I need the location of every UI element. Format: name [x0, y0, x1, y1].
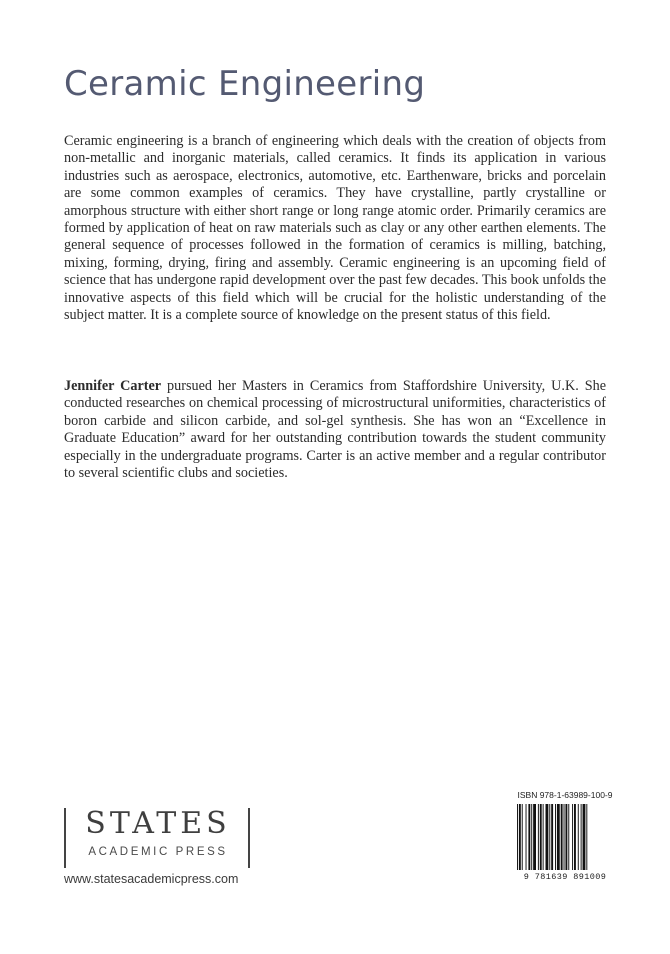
barcode-bar — [540, 804, 542, 870]
author-bio-text: pursued her Masters in Ceramics from Staffordshire University, U.K. She conducted researches on chemical processing of microstructural uniformities, characteristics of boron carbide and silicon carbide, and sol-gel synthesis. She has won an “Excellence in Graduate Education” award for her outstanding contribution towards the student community especially in the undergraduate programs. Carter is an active member and a regular contributor to several scientific clubs and societies. — [64, 378, 606, 482]
publisher-url: www.statesacademicpress.com — [64, 872, 239, 886]
barcode-bar — [568, 804, 569, 870]
barcode-bar — [583, 804, 586, 870]
isbn-block — [515, 790, 615, 882]
barcode-bar — [561, 804, 563, 870]
logo-right-bar — [248, 808, 250, 868]
barcode-bar — [517, 804, 518, 870]
book-title: Ceramic Engineering — [64, 64, 426, 104]
barcode-bar — [557, 804, 560, 870]
publisher-subtitle: ACADEMIC PRESS — [88, 846, 228, 858]
barcode-bar — [531, 804, 532, 870]
barcode-bar — [578, 804, 579, 870]
barcode-bar — [543, 804, 544, 870]
publisher-name: STATES — [85, 806, 231, 841]
barcode-bar — [572, 804, 573, 870]
barcode-bar — [555, 804, 556, 870]
author-bio — [64, 378, 606, 482]
barcode-bar — [549, 804, 550, 870]
barcode-bar — [533, 804, 536, 870]
barcode-bar — [565, 804, 567, 870]
barcode-digits: 9 781639 891009 — [523, 872, 607, 882]
barcode — [515, 804, 615, 870]
barcode-bar — [551, 804, 553, 870]
barcode-bar — [519, 804, 521, 870]
publisher-logo — [64, 806, 254, 886]
barcode-bar — [538, 804, 539, 870]
author-name: Jennifer Carter — [64, 378, 162, 394]
barcode-bar — [526, 804, 527, 870]
logo-left-bar — [64, 808, 66, 868]
barcode-bar — [586, 804, 587, 870]
isbn-label: ISBN 978-1-63989-100-9 — [517, 790, 613, 800]
barcode-bar — [522, 804, 523, 870]
barcode-bar — [546, 804, 549, 870]
barcode-bar — [528, 804, 530, 870]
barcode-bar — [574, 804, 576, 870]
book-description: Ceramic engineering is a branch of engineering which deals with the creation of objects from non-metallic and inorganic materials, called ceramics. It finds its application in various industries such as aerospace, electronics, automotive, etc. Earthenware, bricks and porcelain are some common examples of ceramics. They have crystalline, partly crystalline or amorphous structure with either short range or long range atomic order. Primarily ceramics are formed by application of heat on raw materials such as clay or any other earthen elements. The general sequence of processes followed in the formation of ceramics is milling, batching, mixing, forming, drying, firing and assembly. Ceramic engineering is an upcoming field of science that has undergone rapid development over the past few decades. This book unfolds the innovative aspects of this field which will be crucial for the holistic understanding of the subject matter. It is a complete source of knowledge on the present status of this field. — [64, 133, 606, 324]
barcode-bar — [581, 804, 582, 870]
barcode-bar — [564, 804, 565, 870]
